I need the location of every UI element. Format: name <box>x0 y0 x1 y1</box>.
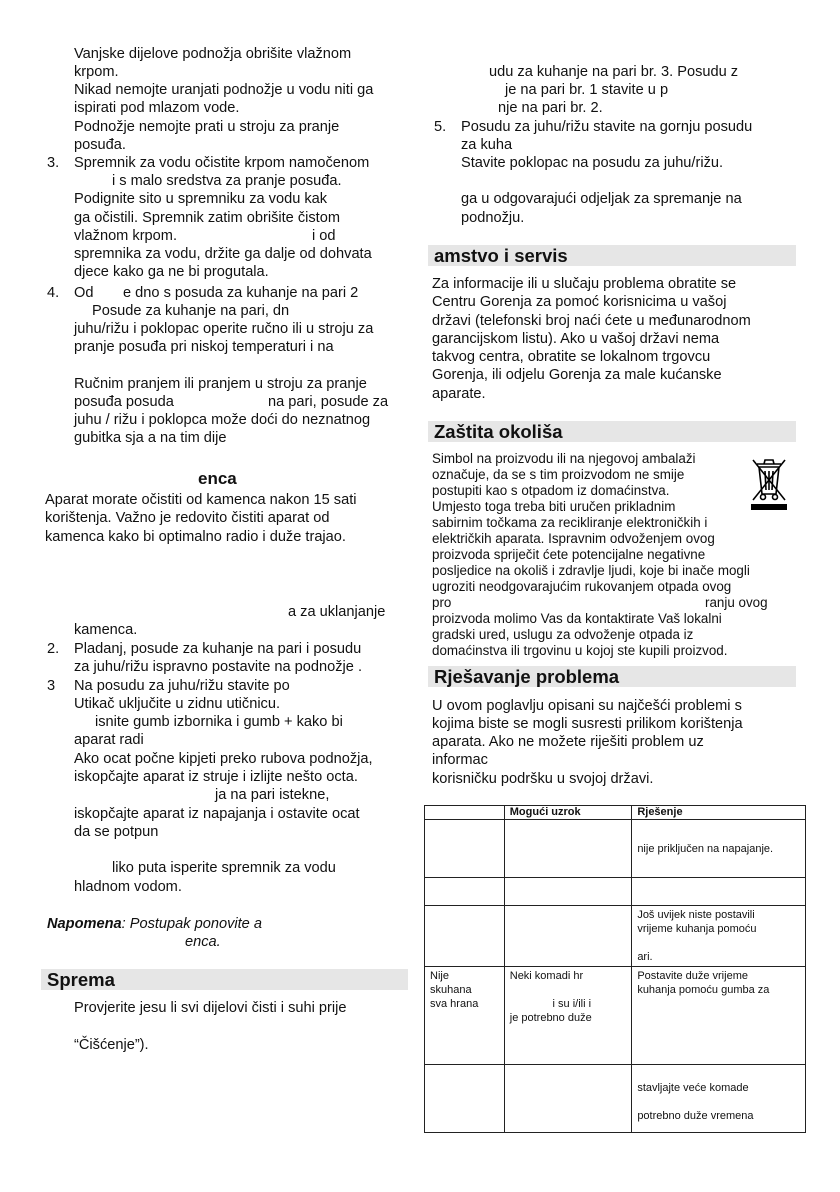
text-line: Utikač uključite u zidnu utičnicu. <box>74 696 281 712</box>
text-line: udu za kuhanje na pari br. 3. Posudu z <box>489 64 739 80</box>
text-line: ugroziti neodgovarajućim rukovanjem otpada ovog <box>432 579 732 594</box>
list-number: 2. <box>47 641 60 657</box>
text-line: kamenca. <box>74 622 138 638</box>
table-cell <box>425 906 505 967</box>
text-line: liko puta isperite spremnik za vodu <box>112 860 336 876</box>
text-line: za juhu/rižu ispravno postavite na podnožje . <box>74 659 362 675</box>
text-line: postupiti kao s otpadom iz domaćinstva. <box>432 483 670 498</box>
table-header-cell <box>425 806 505 820</box>
section-header-jamstvo: amstvo i servis <box>428 245 796 266</box>
text-line: korisničku podršku u svojoj državi. <box>432 771 654 787</box>
list-number: 3 <box>47 678 56 694</box>
table-cell <box>504 906 632 967</box>
table-cell <box>504 878 632 906</box>
table-cell <box>632 878 806 906</box>
table-cell <box>425 1065 505 1133</box>
note-line <box>47 915 262 933</box>
text-line: aparate. <box>432 386 486 402</box>
text-line: Podnožje nemojte prati u stroju za pranje <box>74 119 340 135</box>
text-line: Centru Gorenja za pomoć korisnicima u vašoj <box>432 294 727 310</box>
text-line: Provjerite jesu li svi dijelovi čisti i suhi prije <box>74 1000 347 1016</box>
text-line: Ručnim pranjem ili pranjem u stroju za pranje <box>74 376 367 392</box>
note-text: : Postupak ponovite a <box>121 916 262 932</box>
text-line: državi (telefonski broj naći ćete u međunarodnom <box>432 313 751 329</box>
text-line: garancijskom listu). Ako u vašoj državi nema <box>432 331 720 347</box>
text-line: vlažnom krpom. <box>74 228 177 244</box>
text-line: posuđa. <box>74 137 126 153</box>
text-line: i od <box>312 228 336 244</box>
text-line: je na pari br. 1 stavite u p <box>505 82 669 98</box>
table-cell <box>504 820 632 878</box>
text-line: gubitka sja a na tim dije <box>74 430 227 446</box>
note-label: Napomena <box>47 916 122 932</box>
section-header-rjesavanje: Rješavanje problema <box>428 666 796 687</box>
text-line: proizvoda spriječit ćete potencijalne negativne <box>432 547 706 562</box>
text-line: Pladanj, posude za kuhanje na pari i posudu <box>74 641 362 657</box>
text-line: Stavite poklopac na posudu za juhu/rižu. <box>461 155 724 171</box>
text-line: ranju ovog <box>705 595 768 610</box>
text-line: a za uklanjanje <box>288 604 386 620</box>
text-line: Posude za kuhanje na pari, dn <box>92 303 290 319</box>
text-line: takvog centra, obratite se lokalnom trgovcu <box>432 349 711 365</box>
table-header-cell: Rješenje <box>632 806 806 820</box>
list-number: 4. <box>47 285 60 301</box>
text-line: hladnom vodom. <box>74 879 182 895</box>
text-line: djece kako ga ne bi progutala. <box>74 264 269 280</box>
text-line: ga očistili. Spremnik zatim obrišite čistom <box>74 210 341 226</box>
text-line: Umjesto toga treba biti uručen prikladnim <box>432 499 676 514</box>
table-header-row <box>425 806 806 820</box>
table-row <box>425 820 806 878</box>
table-cell <box>504 1065 632 1133</box>
text-line: pro <box>432 595 452 610</box>
text-line: krpom. <box>74 64 119 80</box>
text-line: Na posudu za juhu/rižu stavite po <box>74 678 290 694</box>
text-line: posuđa posuda <box>74 394 174 410</box>
text-line: aparat radi <box>74 732 144 748</box>
text-line: isnite gumb izbornika i gumb + kako bi <box>95 714 343 730</box>
text-line: Vanjske dijelove podnožja obrišite vlažnom <box>74 46 352 62</box>
table-row <box>425 967 806 1065</box>
text-line: gradski ured, uslugu za odvoženje otpada iz <box>432 627 694 642</box>
text-line: ga u odgovarajući odjeljak za spremanje na <box>461 191 742 207</box>
text-line: Za informacije ili u slučaju problema obratite se <box>432 276 737 292</box>
text-line: Nikad nemojte uranjati podnožje u vodu niti ga <box>74 82 374 98</box>
list-number: 5. <box>434 119 447 135</box>
text-line: na pari, posude za <box>268 394 389 410</box>
text-line: iskopčajte aparat iz struje i izlijte nešto octa. <box>74 769 358 785</box>
text-line: Gorenja, ili odjelu Gorenja za male kućanske <box>432 367 722 383</box>
text-line: Simbol na proizvodu ili na njegovoj ambalaži <box>432 451 696 466</box>
text-line: i s malo sredstva za pranje posuđa. <box>112 173 342 189</box>
text-line: e dno s posuda za kuhanje na pari 2 <box>123 285 359 301</box>
text-line: aparata. Ako ne možete riješiti problem uz <box>432 734 704 750</box>
text-line: Aparat morate očistiti od kamenca nakon 15 sati <box>45 492 357 508</box>
text-line: juhu / rižu i poklopca može doći do neznatnog <box>74 412 371 428</box>
text-line: Posudu za juhu/rižu stavite na gornju posudu <box>461 119 753 135</box>
table-cell: stavljajte veće komade potrebno duže vremena <box>632 1065 806 1133</box>
table-cell: Neki komadi hr i su i/ili i je potrebno duže <box>504 967 632 1065</box>
table-row <box>425 878 806 906</box>
text-line: pranje posuđa pri niskoj temperaturi i na <box>74 339 334 355</box>
text-line: juhu/rižu i poklopac operite ručno ili u stroju za <box>74 321 374 337</box>
table-cell: nije priključen na napajanje. <box>632 820 806 878</box>
text-line: da se potpun <box>74 824 159 840</box>
text-line: proizvoda molimo Vas da kontaktirate Vaš lokalni <box>432 611 722 626</box>
text-line: sabirnim točkama za recikliranje elektroničkih i <box>432 515 708 530</box>
list-number: 3. <box>47 155 60 171</box>
text-line: informac <box>432 752 488 768</box>
text-line: označuje, da se s tim proizvodom ne smije <box>432 467 685 482</box>
text-line: ispirati pod mlazom vode. <box>74 100 240 116</box>
text-line: Spremnik za vodu očistite krpom namočenom <box>74 155 370 171</box>
text-line: U ovom poglavlju opisani su najčešći problemi s <box>432 698 742 714</box>
table-row <box>425 1065 806 1133</box>
table-cell: Još uvijek niste postavili vrijeme kuhanja pomoću ari. <box>632 906 806 967</box>
text-line: podnožju. <box>461 210 525 226</box>
text-line: korištenja. Važno je redovito čistiti aparat od <box>45 510 330 526</box>
text-line: “Čišćenje”). <box>74 1037 149 1053</box>
text-line: Od <box>74 285 94 301</box>
text-line: ja na pari istekne, <box>215 787 330 803</box>
text-line: iskopčajte aparat iz napajanja i ostavite ocat <box>74 806 360 822</box>
table-cell <box>425 820 505 878</box>
crossed-bin-icon <box>748 454 790 512</box>
table-row <box>425 906 806 967</box>
text-line: Ako ocat počne kipjeti preko rubova podnožja, <box>74 751 373 767</box>
text-line: kamenca kako bi optimalno radio i duže trajao. <box>45 529 346 545</box>
section-header-zastita: Zaštita okoliša <box>428 421 796 442</box>
note-line: enca. <box>185 934 221 950</box>
text-line: posljedice na okoliš i zdravlje ljudi, koje bi inače mogli <box>432 563 750 578</box>
text-line: spremnika za vodu, držite ga dalje od dohvata <box>74 246 372 262</box>
text-line: kojima biste se mogli susresti prilikom korištenja <box>432 716 743 732</box>
text-line: električkih aparata. Ispravnim odvoženjem ovog <box>432 531 715 546</box>
table-cell: Postavite duže vrijeme kuhanja pomoću gumba za <box>632 967 806 1065</box>
section-header-sprema: Sprema <box>41 969 408 990</box>
troubleshooting-table <box>424 805 806 1133</box>
text-line: nje na pari br. 2. <box>498 100 603 116</box>
table-cell: Nije skuhana sva hrana <box>425 967 505 1065</box>
text-line: domaćinstva ili trgovinu u kojoj ste kupili proizvod. <box>432 643 728 658</box>
table-header-cell: Mogući uzrok <box>504 806 632 820</box>
text-line: za kuha <box>461 137 513 153</box>
text-line: Podignite sito u spremniku za vodu kak <box>74 191 328 207</box>
section-heading: enca <box>198 469 237 488</box>
table-cell <box>425 878 505 906</box>
